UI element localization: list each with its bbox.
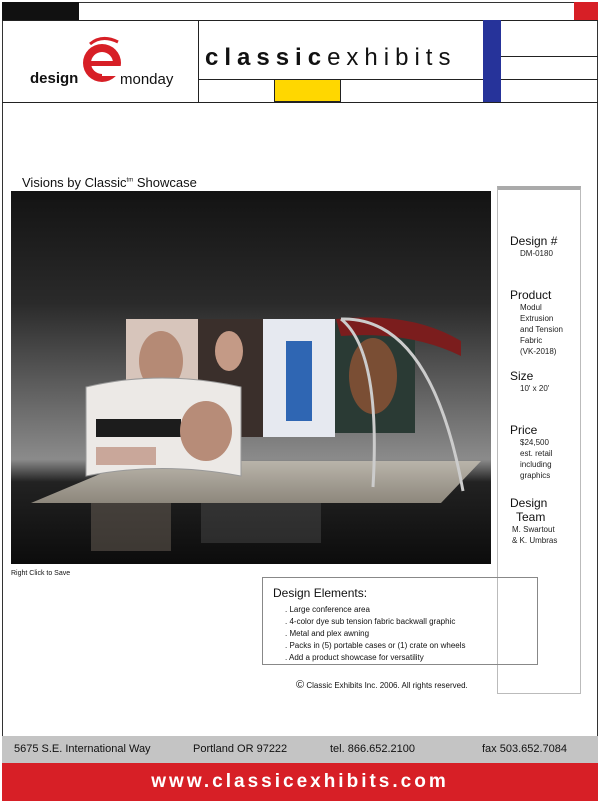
design-monday-logo <box>28 32 188 94</box>
header-yellow-block <box>274 79 341 102</box>
logo-monday-text: monday <box>120 71 174 88</box>
list-item: . Add a product showcase for versatility <box>285 652 527 664</box>
footer-address: 5675 S.E. International Way <box>14 743 151 755</box>
exhibit-photo[interactable] <box>11 191 491 564</box>
grid-line <box>198 20 199 102</box>
design-elements-heading: Design Elements: <box>273 586 368 600</box>
logo-design-text: design <box>30 70 79 87</box>
website-url-link[interactable]: www.classicexhibits.com <box>2 763 598 801</box>
header-black-bar <box>2 2 79 20</box>
footer-city: Portland OR 97222 <box>193 743 288 755</box>
header-red-bar <box>574 2 598 20</box>
grid-line <box>501 56 598 57</box>
design-number-block: Design # DM-0180 <box>510 234 558 258</box>
list-item: . Packs in (5) portable cases or (1) crate on wheels <box>285 640 527 652</box>
copyright-notice: © Classic Exhibits Inc. 2006. All rights reserved. <box>296 679 468 691</box>
showcase-title: Visions by Classic$^{tm}$ Showcase <box>22 175 197 190</box>
grid-line <box>2 102 598 103</box>
header-blue-block <box>483 20 501 102</box>
price-block: Price $24,500 est. retail including graphics <box>510 423 553 480</box>
brand-light: exhibits <box>327 44 457 71</box>
footer-fax: fax 503.652.7084 <box>482 743 568 755</box>
grid-line <box>501 79 598 80</box>
e-logo-icon <box>80 36 124 88</box>
brand-bold: classic <box>205 44 328 71</box>
grid-line <box>2 20 598 21</box>
list-item: . Large conference area <box>285 604 527 616</box>
design-elements-list <box>273 604 527 664</box>
right-click-caption: Right Click to Save <box>11 570 71 577</box>
team-block: Design Team M. Swartout & K. Umbras <box>510 496 558 545</box>
list-item: . 4-color dye sub tension fabric backwall graphic <box>285 616 527 628</box>
list-item: . Metal and plex awning <box>285 628 527 640</box>
exhibit-illustration <box>11 191 491 564</box>
contact-footer <box>2 736 598 763</box>
design-elements-box <box>262 577 538 665</box>
product-block: Product Modul Extrusion and Tension Fabric (VK-2018) <box>510 288 563 356</box>
size-block: Size 10' x 20' <box>510 369 550 393</box>
footer-tel: tel. 866.652.2100 <box>330 743 416 755</box>
brand-wordmark <box>205 44 456 72</box>
